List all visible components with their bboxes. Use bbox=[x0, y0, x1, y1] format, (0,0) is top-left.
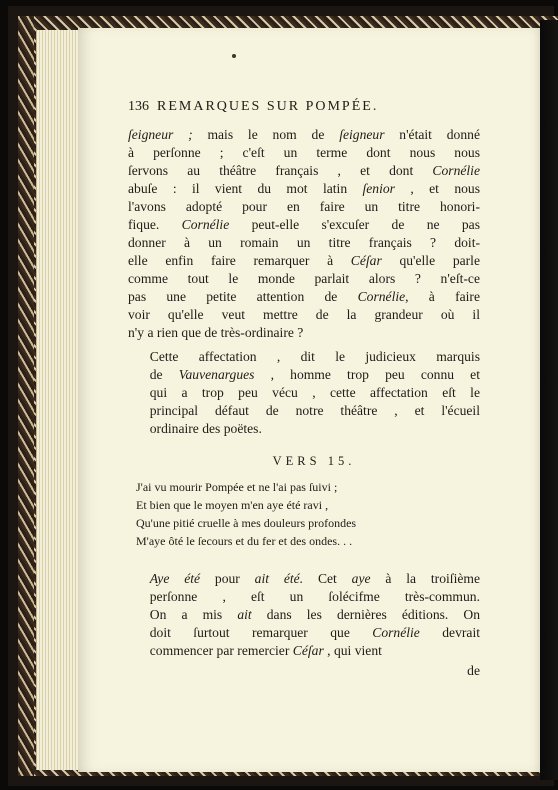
text-line bbox=[128, 606, 480, 624]
text-run: ſervons au théâtre français , et dont bbox=[128, 163, 433, 178]
text-run: Cette affectation , dit le judicieux marquis bbox=[149, 349, 480, 364]
text-line bbox=[128, 234, 480, 252]
text-run: qui a trop peu vécu , cette affectation eſt le bbox=[149, 385, 480, 400]
marbled-spine-edge bbox=[18, 16, 34, 776]
verse-quotation bbox=[128, 478, 480, 550]
text-line bbox=[128, 384, 480, 402]
text-line bbox=[128, 216, 480, 234]
text-line bbox=[128, 252, 480, 270]
text-run: fique. bbox=[128, 217, 182, 232]
text-line bbox=[128, 402, 480, 420]
text-run: pour bbox=[200, 571, 255, 586]
text-run: peut-elle s'excuſer de ne pas bbox=[229, 217, 480, 232]
catchword: de bbox=[467, 663, 480, 678]
paragraph-3 bbox=[128, 570, 480, 660]
text-line bbox=[128, 126, 480, 144]
text-line bbox=[128, 624, 480, 642]
text-run: n'était donné bbox=[384, 127, 480, 142]
text-line bbox=[128, 306, 480, 324]
text-run: devrait bbox=[419, 625, 480, 640]
text-line bbox=[128, 588, 480, 606]
text-line bbox=[128, 366, 480, 384]
page-text bbox=[128, 98, 480, 680]
italic-text: Vauvenargues bbox=[178, 367, 255, 382]
italic-text: Cornélie bbox=[357, 289, 406, 304]
italic-text: Aye été bbox=[149, 571, 201, 586]
text-run: , qui vient bbox=[323, 643, 382, 658]
italic-text: Céſar bbox=[350, 253, 382, 268]
text-run: de bbox=[149, 367, 179, 382]
italic-text: ſeigneur bbox=[339, 127, 385, 142]
text-run: ordinaire des poëtes. bbox=[149, 421, 262, 436]
text-run: doit ſurtout remarquer que bbox=[149, 625, 373, 640]
page-number: 136 bbox=[128, 99, 149, 114]
verse-line: J'ai vu mourir Pompée et ne l'ai pas ſuivi ; bbox=[136, 480, 338, 494]
text-line bbox=[128, 180, 480, 198]
text-run: , et nous bbox=[394, 181, 481, 196]
dark-background-edge bbox=[540, 20, 558, 780]
text-run: n'y a rien que de très-ordinaire ? bbox=[128, 325, 304, 340]
text-line bbox=[128, 198, 480, 216]
italic-text: Céſar bbox=[292, 643, 324, 658]
text-run: Cet bbox=[303, 571, 352, 586]
ink-speck bbox=[232, 54, 236, 58]
text-line bbox=[128, 144, 480, 162]
text-run: commencer par remercier bbox=[149, 643, 293, 658]
italic-text: Cornélie bbox=[181, 217, 230, 232]
italic-text: ait été. bbox=[254, 571, 304, 586]
paragraph-1 bbox=[128, 126, 480, 342]
italic-text: ſenior bbox=[362, 181, 395, 196]
text-run: abuſe : il vient du mot latin bbox=[128, 181, 363, 196]
italic-text: Cornélie bbox=[432, 163, 480, 178]
italic-text: Cornélie bbox=[372, 625, 420, 640]
text-run: perſonne , eſt un ſolécifme très-commun. bbox=[149, 589, 480, 604]
text-run: comme tout le monde parlait alors ? n'eſt-ce bbox=[128, 271, 480, 286]
paragraph-2 bbox=[128, 348, 480, 438]
text-line bbox=[128, 570, 480, 588]
verse-line: Qu'une pitié cruelle à mes douleurs profondes bbox=[136, 516, 357, 530]
text-line bbox=[128, 642, 480, 660]
text-run: , à faire bbox=[405, 289, 480, 304]
italic-text: ſeigneur ; bbox=[128, 127, 193, 142]
verse-heading: VERS 15. bbox=[272, 454, 356, 468]
text-line bbox=[128, 162, 480, 180]
text-run: à perſonne ; c'eſt un terme dont nous nous bbox=[128, 145, 480, 160]
text-line bbox=[128, 270, 480, 288]
text-line bbox=[128, 420, 480, 438]
italic-text: aye bbox=[351, 571, 371, 586]
text-run: voir qu'elle veut mettre de la grandeur où il bbox=[128, 307, 480, 322]
italic-text: ait bbox=[237, 607, 252, 622]
text-run: , homme trop peu connu et bbox=[254, 367, 480, 382]
text-run: pas une petite attention de bbox=[128, 289, 358, 304]
running-head bbox=[128, 98, 480, 116]
text-run: dans les dernières éditions. On bbox=[251, 607, 481, 622]
verse-line: Et bien que le moyen m'en aye été ravi , bbox=[136, 498, 329, 512]
text-run: On a mis bbox=[149, 607, 238, 622]
text-run: qu'elle parle bbox=[381, 253, 480, 268]
text-run: principal défaut de notre théâtre , et l'écueil bbox=[149, 403, 480, 418]
text-run: donner à un romain un titre français ? doit- bbox=[128, 235, 480, 250]
running-title: REMARQUES SUR POMPÉE. bbox=[157, 99, 379, 114]
text-run: elle enfin faire remarquer à bbox=[128, 253, 351, 268]
text-line bbox=[128, 288, 480, 306]
text-line bbox=[128, 348, 480, 366]
text-run: mais le nom de bbox=[192, 127, 340, 142]
verse-line: M'aye ôté le ſecours et du fer et des ondes. . . bbox=[136, 534, 353, 548]
text-run: à la troiſième bbox=[370, 571, 480, 586]
text-line bbox=[128, 324, 480, 342]
text-run: l'avons adopté pour en faire un titre honori- bbox=[128, 199, 480, 214]
